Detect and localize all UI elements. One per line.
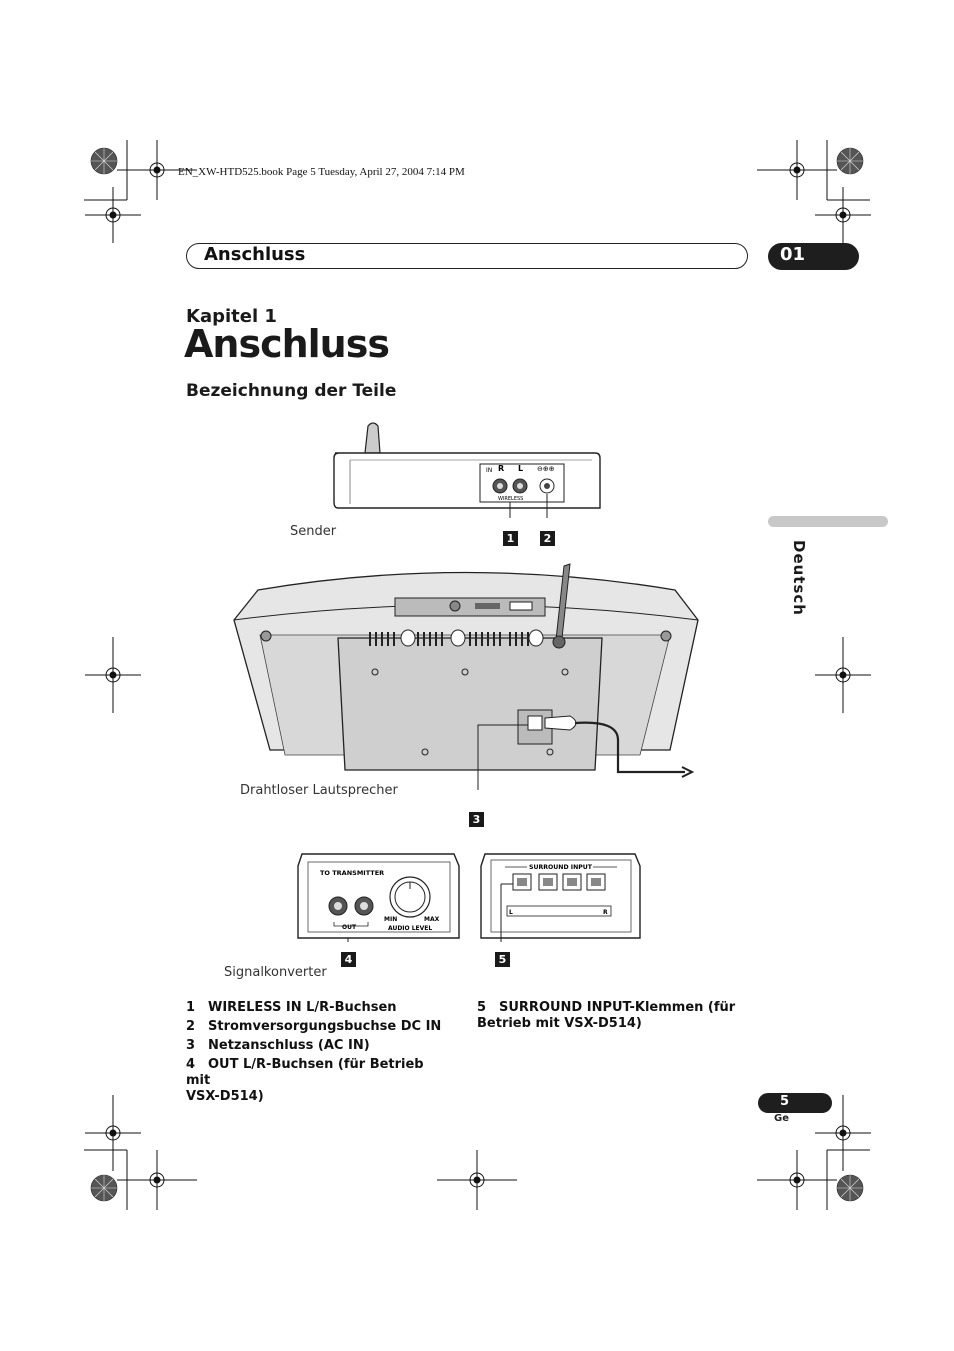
parts-list-left <box>186 1000 446 1105</box>
language-tab-bar <box>768 516 888 527</box>
dc-in-symbol-icon: ⊖⊕⊕ <box>537 465 555 473</box>
caption-converter: Signalkonverter <box>224 965 327 980</box>
badge-2: 2 <box>540 531 555 546</box>
converter-surround-panel <box>479 852 643 942</box>
list-item: 5 SURROUND INPUT-Klemmen (für Betrieb mit VSX-D514) <box>477 1000 736 1031</box>
badge-4: 4 <box>341 952 356 967</box>
caption-speaker: Drahtloser Lautsprecher <box>240 783 398 798</box>
badge-5: 5 <box>495 952 510 967</box>
page-title: Anschluss <box>184 322 389 366</box>
page-language-code: Ge <box>774 1113 789 1124</box>
label-out: OUT <box>342 924 357 931</box>
label-to-transmitter: TO TRANSMITTER <box>320 869 385 877</box>
transmitter-illustration <box>330 418 610 518</box>
print-info-line: EN_XW-HTD525.book Page 5 Tuesday, April 27, 2004 7:14 PM <box>178 166 465 178</box>
list-item: 4 OUT L/R-Buchsen (für Betrieb mit VSX-D514) <box>186 1057 424 1104</box>
chapter-number: 01 <box>780 244 806 265</box>
label-surround-r: R <box>603 909 608 916</box>
header-title: Anschluss <box>204 244 306 265</box>
badge-3: 3 <box>469 812 484 827</box>
label-audio-level: AUDIO LEVEL <box>388 925 433 932</box>
label-l: L <box>518 464 524 473</box>
chapter-label: Kapitel 1 <box>186 306 277 327</box>
speaker-illustration <box>230 560 700 790</box>
page-number: 5 <box>780 1094 790 1109</box>
caption-sender: Sender <box>290 524 337 539</box>
page-number-pill <box>758 1093 832 1113</box>
list-item: 2 Stromversorgungsbuchse DC IN <box>186 1019 442 1034</box>
section-title: Bezeichnung der Teile <box>186 381 397 401</box>
label-max: MAX <box>424 916 440 923</box>
label-min: MIN <box>384 916 398 923</box>
label-surround-input: SURROUND INPUT <box>529 864 593 871</box>
parts-list-right <box>477 1000 737 1032</box>
badge-1: 1 <box>503 531 518 546</box>
label-wireless: WIRELESS <box>498 496 524 502</box>
language-tab-label: Deutsch <box>790 540 808 616</box>
label-surround-l: L <box>509 909 513 916</box>
converter-out-panel <box>296 852 461 942</box>
label-in: IN <box>486 467 493 474</box>
list-item: 1 WIRELESS IN L/R-Buchsen <box>186 1000 397 1015</box>
label-r: R <box>498 464 505 473</box>
list-item: 3 Netzanschluss (AC IN) <box>186 1038 370 1053</box>
